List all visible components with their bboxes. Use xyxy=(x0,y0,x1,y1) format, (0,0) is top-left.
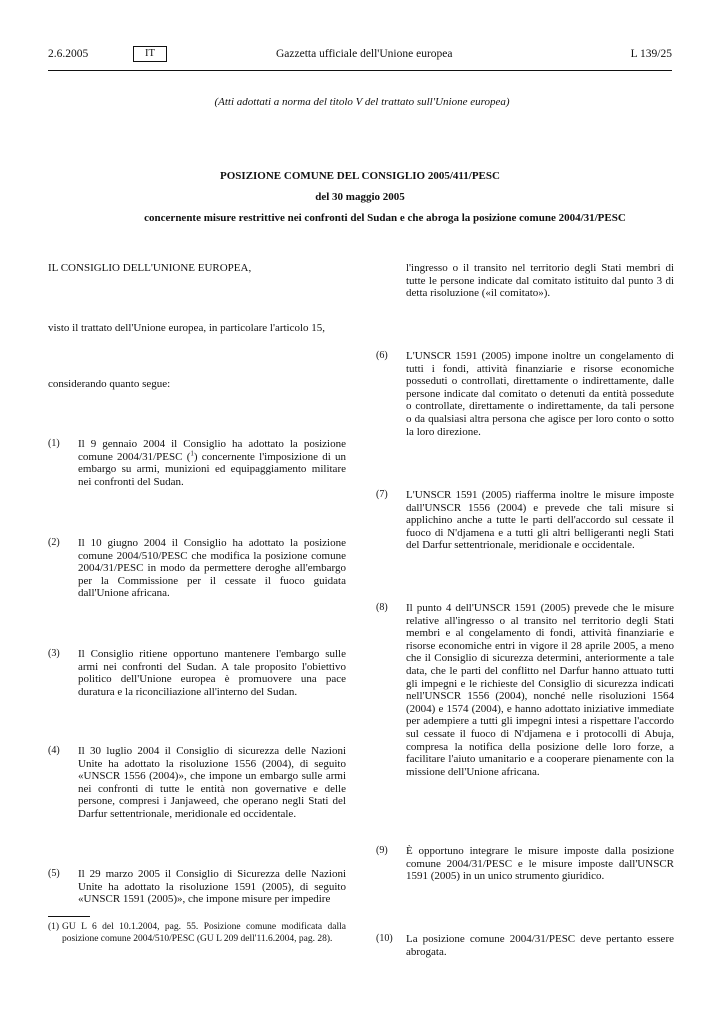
recital-text: L'UNSCR 1591 (2005) riafferma inoltre le misure imposte dall'UNSCR 1556 (2004) e prevede che tali misure si applichino anche a tutte le parti dell'accordo sul cessate il fuoco di N'djamena e a tutti gli altri belligeranti negli Stati del Darfur settentrionale, meridionale e occidentale. xyxy=(406,489,674,552)
recital-text: Il 10 giugno 2004 il Consiglio ha adottato la posizione comune 2004/510/PESC che modifica la posizione comune 2004/31/PESC in modo da permettere deroghe all'embargo per la Commissione per il cessate il fuoco guidata dall'Unione africana. xyxy=(78,537,346,600)
footnote-number: (1) xyxy=(48,922,60,932)
preamble-visto: visto il trattato dell'Unione europea, in particolare l'articolo 15, xyxy=(48,322,326,334)
recital-number: (10) xyxy=(376,933,393,944)
document-subject: concernente misure restrittive nei confronti del Sudan e che abroga la posizione comune 2004/31/PESC xyxy=(144,212,626,224)
recital-number: (4) xyxy=(48,745,60,756)
recital-number: (7) xyxy=(376,489,388,500)
recital-number: (5) xyxy=(48,868,60,879)
recital-number: (3) xyxy=(48,648,60,659)
recital-text: Il 29 marzo 2005 il Consiglio di Sicurezza delle Nazioni Unite ha adottato la risoluzione 1591 (2005), di seguito «UNSCR 1591 (2005)», che impone misure per impedire xyxy=(78,868,346,906)
journal-title: Gazzetta ufficiale dell'Unione europea xyxy=(276,48,453,60)
footnote-divider xyxy=(48,916,90,917)
document-title: POSIZIONE COMUNE DEL CONSIGLIO 2005/411/PESC xyxy=(220,170,500,182)
preamble-council: IL CONSIGLIO DELL'UNIONE EUROPEA, xyxy=(48,262,252,274)
recital-text: Il punto 4 dell'UNSCR 1591 (2005) prevede che le misure relative all'ingresso o al transito nel territorio degli Stati membri e al congelamento di fondi, attività finanziarie e risorse economiche entri in vigore il 28 aprile 2005, a meno che il Consiglio di sicurezza determini, anteriormente a tale data, che le parti del conflitto nel Darfur hanno attuato tutti gli impegni e le richieste del Consiglio di sicurezza indicati nell'UNSCR 1556 (2004), nonché nelle risoluzioni 1564 (2004) e 1574 (2004), e hanno adottato iniziative immediate per adempiere a tutti gli impegni intesi a rispettare l'accordo sul cessate il fuoco di N'djamena e i protocolli di Abuja, compresa la notifica della posizione delle loro forze, a facilitare l'aiuto umanitario e a cooperare pienamente con la missione dell'Unione africana. xyxy=(406,602,674,778)
recital-text: Il 30 luglio 2004 il Consiglio di sicurezza delle Nazioni Unite ha adottato la risoluzione 1556 (2004), di seguito «UNSCR 1556 (2004)», che impone un embargo sulle armi nei confronti di tutte le entità non governative e delle persone, compresi i Janjaweed, che operano negli Stati del Darfur settentrionale, meridionale ed occidentale. xyxy=(78,745,346,820)
language-badge: IT xyxy=(133,46,167,62)
recital-text: Il 9 gennaio 2004 il Consiglio ha adottato la posizione comune 2004/31/PESC ($^1$) concernente l'imposizione di un embargo su armi, munizioni ed equipaggiamento militare nei confronti del Sudan. xyxy=(78,438,346,488)
recital-number: (2) xyxy=(48,537,60,548)
footnote-text: GU L 6 del 10.1.2004, pag. 55. Posizione comune modificata dalla posizione comune 2004/510/PESC (GU L 209 dell'11.6.2004, pag. 28). xyxy=(62,922,346,944)
recital-text: La posizione comune 2004/31/PESC deve pertanto essere abrogata. xyxy=(406,933,674,958)
preamble-considerando: considerando quanto segue: xyxy=(48,378,171,390)
recital-number: (6) xyxy=(376,350,388,361)
page-reference: L 139/25 xyxy=(630,48,672,60)
recital-text: l'ingresso o il transito nel territorio degli Stati membri di tutte le persone indicate dal comitato istituito dal punto 3 di detta risoluzione («il comitato»). xyxy=(406,262,674,300)
recital-number: (1) xyxy=(48,438,60,449)
recital-text: Il Consiglio ritiene opportuno mantenere l'embargo sulle armi nei confronti del Sudan. A tale proposito l'obiettivo politico dell'Unione europea è promuovere una pace duratura e la riconciliazione all'interno del Sudan. xyxy=(78,648,346,698)
footnote-ref[interactable]: 1 xyxy=(190,448,194,457)
section-subtitle: (Atti adottati a norma del titolo V del trattato sull'Unione europea) xyxy=(214,96,510,108)
header-divider xyxy=(48,70,672,71)
recital-number: (9) xyxy=(376,845,388,856)
recital-number: (8) xyxy=(376,602,388,613)
recital-text: L'UNSCR 1591 (2005) impone inoltre un congelamento di tutti i fondi, attività finanziarie e risorse economiche posseduti o controllati, direttamente o indirettamente, dalle persone indicate dal comitato o detenuti da entità possedute o controllate, direttamente o indirettamente, da tali persone o da qualsiasi altra persona che agisce per loro conto o sotto la loro direzione. xyxy=(406,350,674,438)
document-date: del 30 maggio 2005 xyxy=(315,191,405,203)
recital-text: È opportuno integrare le misure imposte dalla posizione comune 2004/31/PESC e le misure imposte dall'UNSCR 1591 (2005) in un unico strumento giuridico. xyxy=(406,845,674,883)
publication-date: 2.6.2005 xyxy=(48,48,89,60)
